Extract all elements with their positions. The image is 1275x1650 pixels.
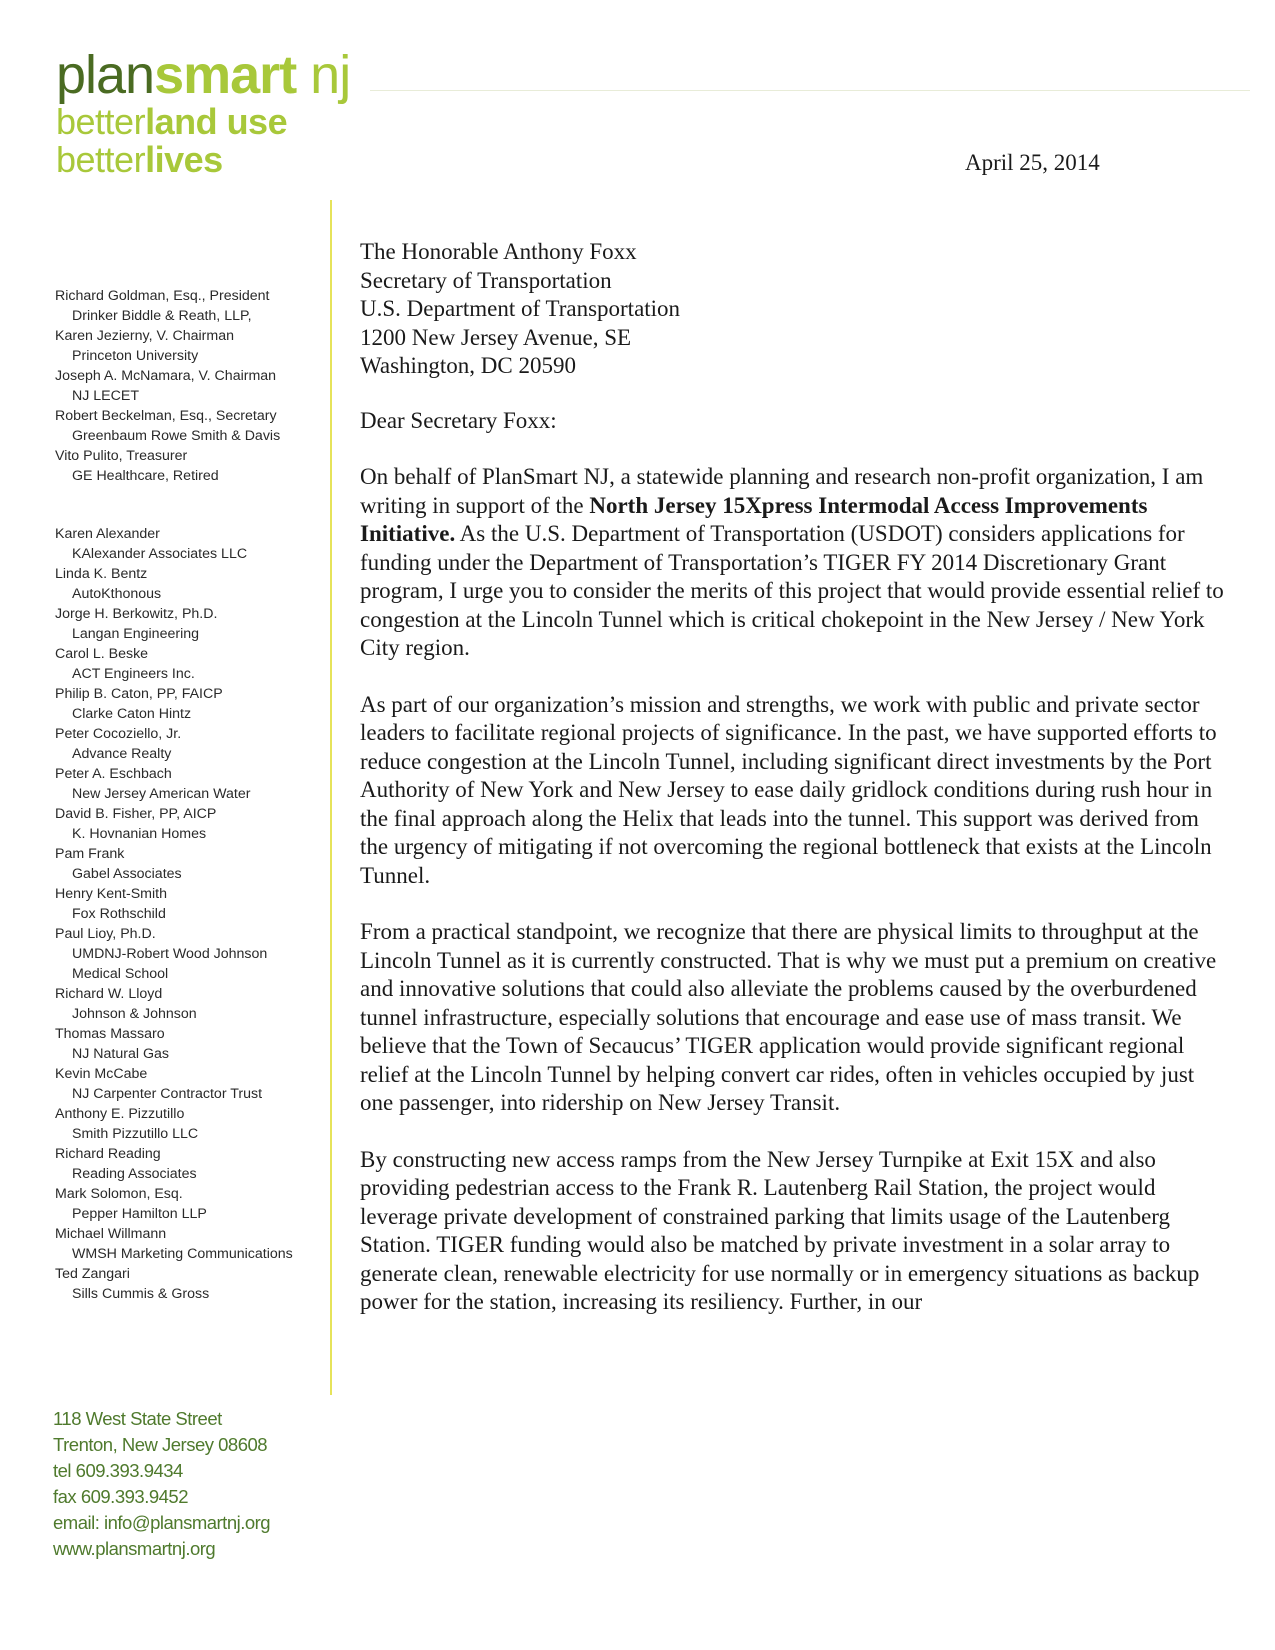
board-member-name: Jorge H. Berkowitz, Ph.D. — [55, 606, 218, 622]
board-list — [50, 286, 320, 1304]
letter-date: April 25, 2014 — [965, 150, 1100, 175]
paragraph-1: On behalf of PlanSmart NJ, a statewide planning and research non-profit organization, I am writing in support of the North Jersey 15Xpress Intermodal Access Improvements Initiative. As the U.S. Department of Transportation (USDOT) considers applications for funding under the Department of Transportation’s TIGER FY 2014 Discretionary Grant program, I urge you to consider the merits of this project that would provide essential relief to congestion at the Lincoln Tunnel which is critical chokepoint in the New Jersey / New York City region. — [360, 464, 1224, 660]
board-member-affiliation: Clarke Caton Hintz — [72, 706, 192, 722]
board-member-name: Michael Willmann — [55, 1226, 167, 1242]
trustees-list — [50, 524, 320, 1304]
paragraph-2: As part of our organization’s mission and strengths, we work with public and private sector leaders to facilitate regional projects of significance. In the past, we have supported efforts to reduce congestion at the Lincoln Tunnel, including significant direct investments by the Port Authority of New York and New Jersey to ease daily gridlock conditions during rush hour in the final approach along the Helix that leads into the tunnel. This support was derived from the urgency of mitigating if not overcoming the regional bottleneck that exists at the Lincoln Tunnel. — [360, 691, 1217, 888]
board-member-name: Vito Pulito, Treasurer — [55, 448, 188, 464]
board-member-name: Henry Kent-Smith — [55, 886, 167, 902]
board-member-affiliation: ACT Engineers Inc. — [72, 666, 195, 682]
address-line: 1200 New Jersey Avenue, SE — [360, 324, 632, 350]
board-member-affiliation: KAlexander Associates LLC — [72, 546, 248, 562]
recipient-address — [360, 238, 1228, 381]
paragraph-3: From a practical standpoint, we recognize that there are physical limits to throughput at the Lincoln Tunnel as it is currently constructed. That is why we must put a premium on creative and innovative solutions that could also alleviate the problems caused by the overburdened tunnel infrastructure, especially solutions that encourage and ease use of mass transit. We believe that the Town of Secaucus’ TIGER application would provide significant regional relief at the Lincoln Tunnel by helping convert car rides, often in vehicles occupied by just one passenger, into ridership on New Jersey Transit. — [360, 919, 1217, 1115]
board-member-affiliation: Advance Realty — [72, 746, 172, 762]
board-member-affiliation: Reading Associates — [72, 1166, 197, 1182]
board-member-affiliation: Fox Rothschild — [72, 906, 166, 922]
board-member-name: Paul Lioy, Ph.D. — [55, 926, 156, 942]
letter-body — [360, 238, 1228, 1317]
board-member-name: Ted Zangari — [55, 1266, 130, 1282]
board-member-name: Richard Goldman, Esq., President — [55, 288, 270, 304]
board-member-affiliation: Smith Pizzutillo LLC — [72, 1126, 199, 1142]
board-member-affiliation: AutoKthonous — [72, 586, 162, 602]
contact-email[interactable]: email: info@plansmartnj.org — [53, 1512, 271, 1533]
board-member-name: Karen Jezierny, V. Chairman — [55, 328, 235, 344]
board-member-name: Kevin McCabe — [55, 1066, 148, 1082]
board-member-affiliation: Johnson & Johnson — [72, 1006, 197, 1022]
board-member-name: Pam Frank — [55, 846, 125, 862]
address-line: The Honorable Anthony Foxx — [360, 239, 637, 264]
contact-block — [53, 1406, 270, 1562]
board-member-affiliation: Pepper Hamilton LLP — [72, 1206, 207, 1222]
logo-tagline-1: betterland use — [56, 101, 288, 142]
board-member-name: David B. Fisher, PP, AICP — [55, 806, 217, 822]
board-member-affiliation: Gabel Associates — [72, 866, 182, 882]
board-member-affiliation: NJ LECET — [72, 388, 140, 404]
board-member-name: Carol L. Beske — [55, 646, 149, 662]
project-name: North Jersey 15Xpress Intermodal Access Improvements Initiative. — [360, 492, 1148, 546]
logo-tagline-2: betterlives — [56, 139, 223, 180]
salutation: Dear Secretary Foxx: — [360, 407, 557, 433]
board-member-name: Mark Solomon, Esq. — [55, 1186, 183, 1202]
address-line: Washington, DC 20590 — [360, 353, 577, 378]
board-member-name: Thomas Massaro — [55, 1026, 165, 1042]
board-member-name: Philip B. Caton, PP, FAICP — [55, 686, 223, 702]
board-member-affiliation: Greenbaum Rowe Smith & Davis — [72, 428, 281, 444]
board-member-name: Anthony E. Pizzutillo — [55, 1106, 185, 1122]
board-member-name: Karen Alexander — [55, 526, 160, 542]
board-member-affiliation: Drinker Biddle & Reath, LLP, — [72, 308, 252, 324]
board-member-affiliation: WMSH Marketing Communications — [72, 1246, 293, 1262]
contact-tel: tel 609.393.9434 — [53, 1460, 183, 1481]
address-line: U.S. Department of Transportation — [360, 296, 681, 321]
board-member-affiliation: Princeton University — [72, 348, 199, 364]
board-member-affiliation: NJ Natural Gas — [72, 1046, 169, 1062]
board-member-affiliation: Langan Engineering — [72, 626, 200, 642]
board-member-name: Linda K. Bentz — [55, 566, 148, 582]
contact-city: Trenton, New Jersey 08608 — [53, 1434, 268, 1455]
board-member-affiliation: Medical School — [72, 966, 169, 982]
board-member-affiliation: K. Hovnanian Homes — [72, 826, 207, 842]
board-member-affiliation: New Jersey American Water — [72, 786, 251, 802]
contact-website[interactable]: www.plansmartnj.org — [53, 1538, 216, 1559]
contact-fax: fax 609.393.9452 — [53, 1486, 188, 1507]
board-member-name: Richard Reading — [55, 1146, 161, 1162]
paragraph-4: By constructing new access ramps from the New Jersey Turnpike at Exit 15X and also providing pedestrian access to the Frank R. Lautenberg Rail Station, the project would leverage private development of constrained parking that limits usage of the Lautenberg Station. TIGER funding would also be matched by private investment in a solar array to generate clean, renewable electricity for use normally or in emergency situations as backup power for the station, increasing its resiliency. Further, in our — [360, 1146, 1200, 1314]
board-member-affiliation: GE Healthcare, Retired — [72, 468, 219, 484]
sidebar-divider — [330, 200, 332, 1395]
board-member-name: Richard W. Lloyd — [55, 986, 163, 1002]
officers-list — [50, 286, 320, 486]
board-member-affiliation: NJ Carpenter Contractor Trust — [72, 1086, 263, 1102]
contact-street: 118 West State Street — [53, 1408, 222, 1429]
board-member-name: Robert Beckelman, Esq., Secretary — [55, 408, 277, 424]
plansmart-logo — [56, 45, 351, 180]
board-member-affiliation: Sills Cummis & Gross — [72, 1286, 210, 1302]
board-member-affiliation: UMDNJ-Robert Wood Johnson — [72, 946, 268, 962]
address-line: Secretary of Transportation — [360, 267, 612, 293]
header-rule — [370, 90, 1250, 91]
board-member-name: Peter Cocoziello, Jr. — [55, 726, 182, 742]
logo-wordmark: plansmart nj — [56, 45, 351, 105]
board-member-name: Joseph A. McNamara, V. Chairman — [55, 368, 277, 384]
board-member-name: Peter A. Eschbach — [55, 766, 172, 782]
